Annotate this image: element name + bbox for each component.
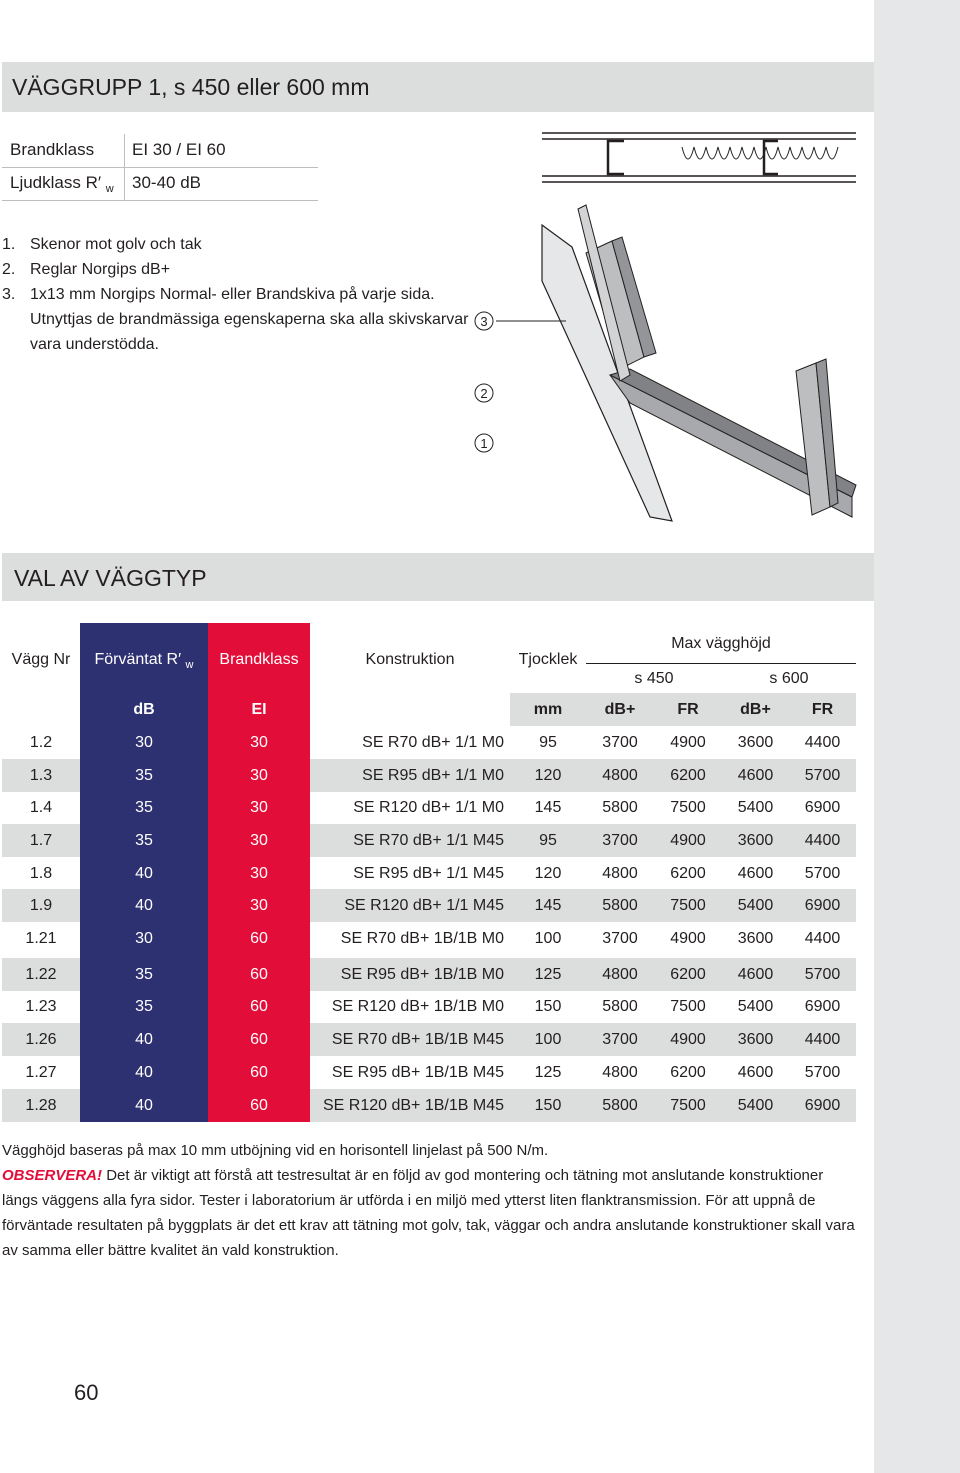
- cell-b: 7500: [670, 1097, 706, 1114]
- table-row: [2, 759, 856, 792]
- cell-mm: 145: [534, 799, 562, 816]
- header-thickness: Tjocklek: [518, 651, 578, 668]
- wall-construction-drawing: [460, 125, 860, 525]
- cell-mm: 150: [534, 998, 562, 1015]
- cell-d: 6900: [804, 998, 841, 1015]
- cell-a: 5800: [602, 1097, 638, 1114]
- cell-ei: 60: [208, 1089, 310, 1122]
- cell-mm: 120: [534, 767, 562, 784]
- cell-konst: SE R70 dB+ 1/1 M0: [362, 734, 504, 751]
- cell-konst: SE R120 dB+ 1/1 M45: [344, 897, 504, 914]
- unit-mm: mm: [533, 701, 563, 718]
- cell-d: 6900: [804, 1097, 841, 1114]
- cell-a: 4800: [602, 1064, 638, 1081]
- cell-b: 7500: [670, 799, 706, 816]
- cell-konst: SE R95 dB+ 1/1 M45: [353, 865, 504, 882]
- svg-text:2: 2: [480, 386, 488, 401]
- fire-class-label: Brandklass: [10, 140, 95, 159]
- sound-class-label: Ljudklass R′ $_w$: [10, 173, 114, 195]
- cell-c: 4600: [737, 767, 774, 784]
- table-row: [2, 922, 856, 955]
- cell-c: 4600: [737, 966, 774, 983]
- cell-db: 35: [80, 958, 208, 991]
- cell-mm: 100: [534, 1031, 562, 1048]
- step-item: 1. Skenor mot golv och tak: [2, 236, 202, 253]
- cell-ei: 30: [250, 799, 268, 816]
- svg-text:1: 1: [480, 436, 488, 451]
- cell-db: 40: [135, 865, 153, 882]
- cell-d: 4400: [804, 930, 841, 947]
- footnote: [2, 1138, 862, 1263]
- cell-a: 4800: [602, 767, 638, 784]
- cell-konst: SE R120 dB+ 1B/1B M45: [323, 1097, 504, 1114]
- cell-mm: 95: [539, 734, 557, 751]
- cell-db: 40: [80, 1023, 208, 1056]
- cell-a: 5800: [602, 799, 638, 816]
- header-max-height: Max vägghöjd: [671, 635, 771, 652]
- header-s600: s 600: [769, 670, 809, 687]
- cell-mm: 145: [534, 897, 562, 914]
- cell-nr: 1.2: [29, 734, 53, 751]
- cell-nr: 1.21: [25, 930, 57, 947]
- header-expected: Förväntat R′ $_w$: [94, 651, 194, 671]
- table-row: [2, 824, 856, 857]
- table-row: [2, 958, 856, 991]
- cell-ei: 30: [208, 824, 310, 857]
- cell-d: 5700: [804, 865, 841, 882]
- cell-nr: 1.7: [29, 832, 53, 849]
- header-fire-class: Brandklass: [219, 651, 299, 668]
- spec-divider: [124, 134, 125, 167]
- step-item: 2. Reglar Norgips dB+: [2, 261, 171, 278]
- sound-class-value: 30-40 dB: [132, 173, 201, 192]
- wall-cross-section: [542, 133, 856, 182]
- cell-b: 6200: [670, 865, 706, 882]
- sound-class-subscript: w: [105, 183, 114, 195]
- cell-c: 3600: [737, 1031, 774, 1048]
- side-margin-strip: [874, 0, 960, 1473]
- cell-db: 40: [80, 1089, 208, 1122]
- header-wall-nr: Vägg Nr: [11, 651, 71, 668]
- cell-db: 35: [80, 759, 208, 792]
- cell-db: 35: [135, 799, 153, 816]
- cell-d: 6900: [804, 799, 841, 816]
- cell-ei: 30: [208, 889, 310, 922]
- cell-d: 4400: [804, 832, 841, 849]
- table-row: [2, 857, 856, 890]
- cell-c: 3600: [737, 734, 774, 751]
- header-construction: Konstruktion: [365, 651, 455, 668]
- cell-db: 30: [135, 930, 153, 947]
- cell-c: 5400: [737, 799, 774, 816]
- unit-db-600: dB+: [740, 701, 771, 718]
- header-s450: s 450: [634, 670, 674, 687]
- sound-class-row: [2, 167, 318, 201]
- cell-d: 4400: [804, 1031, 841, 1048]
- cell-ei: 60: [250, 930, 268, 947]
- cell-nr: 1.28: [25, 1097, 57, 1114]
- cell-d: 4400: [804, 734, 841, 751]
- cell-nr: 1.26: [25, 1031, 57, 1048]
- cell-b: 4900: [670, 832, 706, 849]
- cell-c: 5400: [737, 998, 774, 1015]
- step-item: 3. 1x13 mm Norgips Normal- eller Brandskiva på varje sida.: [2, 286, 435, 303]
- cell-a: 3700: [602, 832, 638, 849]
- step-item: vara understödda.: [30, 336, 159, 353]
- cell-nr: 1.3: [29, 767, 53, 784]
- unit-db-450: dB+: [604, 701, 636, 718]
- fire-class-value: EI 30 / EI 60: [132, 140, 226, 159]
- cell-mm: 100: [534, 930, 562, 947]
- callout-2: [475, 384, 493, 402]
- cell-b: 4900: [670, 930, 706, 947]
- cell-konst: SE R70 dB+ 1B/1B M0: [340, 930, 504, 947]
- unit-db: dB: [80, 693, 208, 726]
- svg-text:3: 3: [480, 314, 488, 329]
- cell-konst: SE R95 dB+ 1B/1B M45: [331, 1064, 504, 1081]
- callout-3: [475, 312, 566, 330]
- cell-nr: 1.22: [25, 966, 57, 983]
- cell-d: 5700: [804, 1064, 841, 1081]
- cell-nr: 1.8: [29, 865, 53, 882]
- cell-mm: 125: [534, 1064, 562, 1081]
- cell-konst: SE R95 dB+ 1/1 M0: [362, 767, 504, 784]
- callout-1: [475, 434, 493, 452]
- cell-d: 5700: [804, 767, 841, 784]
- page-number: 60: [74, 1380, 99, 1405]
- cell-a: 3700: [602, 930, 638, 947]
- table-row: [2, 1056, 856, 1089]
- unit-fr-450: FR: [677, 701, 699, 718]
- cell-mm: 125: [534, 966, 562, 983]
- cell-b: 7500: [670, 897, 706, 914]
- spec-divider: [124, 167, 125, 200]
- cell-mm: 150: [534, 1097, 562, 1114]
- cell-b: 7500: [670, 998, 706, 1015]
- fire-class-row: [2, 134, 318, 168]
- cell-nr: 1.23: [25, 998, 57, 1015]
- footnote-line-2: OBSERVERA! Det är viktigt att förstå att testresultat är en följd av god montering och tätning mot anslutande konstruktioner längs väggens alla fyra sidor. Tester i laboratorium är utförda i en miljö med ytterst liten flanktransmission. För att uppnå de förväntade resultaten på byggplats är det ett krav att tätning mot golv, tak, väggar och andra anslutande konstruktioner skall vara av samma eller bättre kvalitet än vald konstruktion.: [2, 1167, 855, 1259]
- table-row: [2, 1023, 856, 1056]
- cell-b: 6200: [670, 1064, 706, 1081]
- page-title: VÄGGRUPP 1, s 450 eller 600 mm: [12, 74, 370, 100]
- cell-c: 5400: [737, 1097, 774, 1114]
- cell-db: 35: [80, 824, 208, 857]
- cell-db: 30: [135, 734, 153, 751]
- unit-fr-600: FR: [811, 701, 834, 718]
- cell-b: 6200: [670, 767, 706, 784]
- cell-ei: 60: [250, 998, 268, 1015]
- table-row: [2, 1089, 856, 1122]
- observe-label: OBSERVERA!: [2, 1167, 103, 1184]
- cell-b: 4900: [670, 1031, 706, 1048]
- cell-ei: 60: [208, 1023, 310, 1056]
- table-row: [2, 791, 856, 824]
- cell-db: 40: [80, 889, 208, 922]
- header-divider: [586, 663, 856, 664]
- cell-nr: 1.9: [29, 897, 53, 914]
- cell-a: 5800: [602, 998, 638, 1015]
- cell-konst: SE R70 dB+ 1/1 M45: [353, 832, 504, 849]
- unit-ei: EI: [208, 693, 310, 726]
- cell-nr: 1.27: [25, 1064, 57, 1081]
- section-title: VAL AV VÄGGTYP: [14, 565, 207, 591]
- cell-a: 3700: [602, 734, 638, 751]
- cell-ei: 30: [250, 865, 268, 882]
- cell-c: 3600: [737, 930, 774, 947]
- cell-a: 5800: [602, 897, 638, 914]
- cell-ei: 30: [250, 734, 268, 751]
- cell-b: 6200: [670, 966, 706, 983]
- cell-a: 4800: [602, 865, 638, 882]
- cell-konst: SE R120 dB+ 1/1 M0: [353, 799, 504, 816]
- cell-mm: 120: [534, 865, 562, 882]
- cell-konst: SE R70 dB+ 1B/1B M45: [331, 1031, 504, 1048]
- cell-konst: SE R95 dB+ 1B/1B M0: [340, 966, 504, 983]
- cell-db: 35: [135, 998, 153, 1015]
- table-row: [2, 889, 856, 922]
- cell-ei: 60: [250, 1064, 268, 1081]
- table-row: [2, 990, 856, 1023]
- assembly-steps: [2, 232, 469, 357]
- step-item: Utnyttjas de brandmässiga egenskaperna ska alla skivskarvar: [30, 311, 469, 328]
- cell-mm: 95: [539, 832, 557, 849]
- cell-c: 4600: [737, 1064, 774, 1081]
- cell-d: 5700: [804, 966, 841, 983]
- cell-c: 4600: [737, 865, 774, 882]
- cell-d: 6900: [804, 897, 841, 914]
- table-row: [2, 726, 856, 759]
- cell-a: 3700: [602, 1031, 638, 1048]
- cell-c: 3600: [737, 832, 774, 849]
- cell-konst: SE R120 dB+ 1B/1B M0: [331, 998, 504, 1015]
- cell-a: 4800: [602, 966, 638, 983]
- units-row: [2, 693, 856, 726]
- cell-ei: 30: [208, 759, 310, 792]
- cell-ei: 60: [208, 958, 310, 991]
- cell-c: 5400: [737, 897, 774, 914]
- footnote-line-1: Vägghöjd baseras på max 10 mm utböjning vid en horisontell linjelast på 500 N/m.: [2, 1142, 549, 1159]
- cell-db: 40: [135, 1064, 153, 1081]
- cell-nr: 1.4: [29, 799, 53, 816]
- cell-b: 4900: [670, 734, 706, 751]
